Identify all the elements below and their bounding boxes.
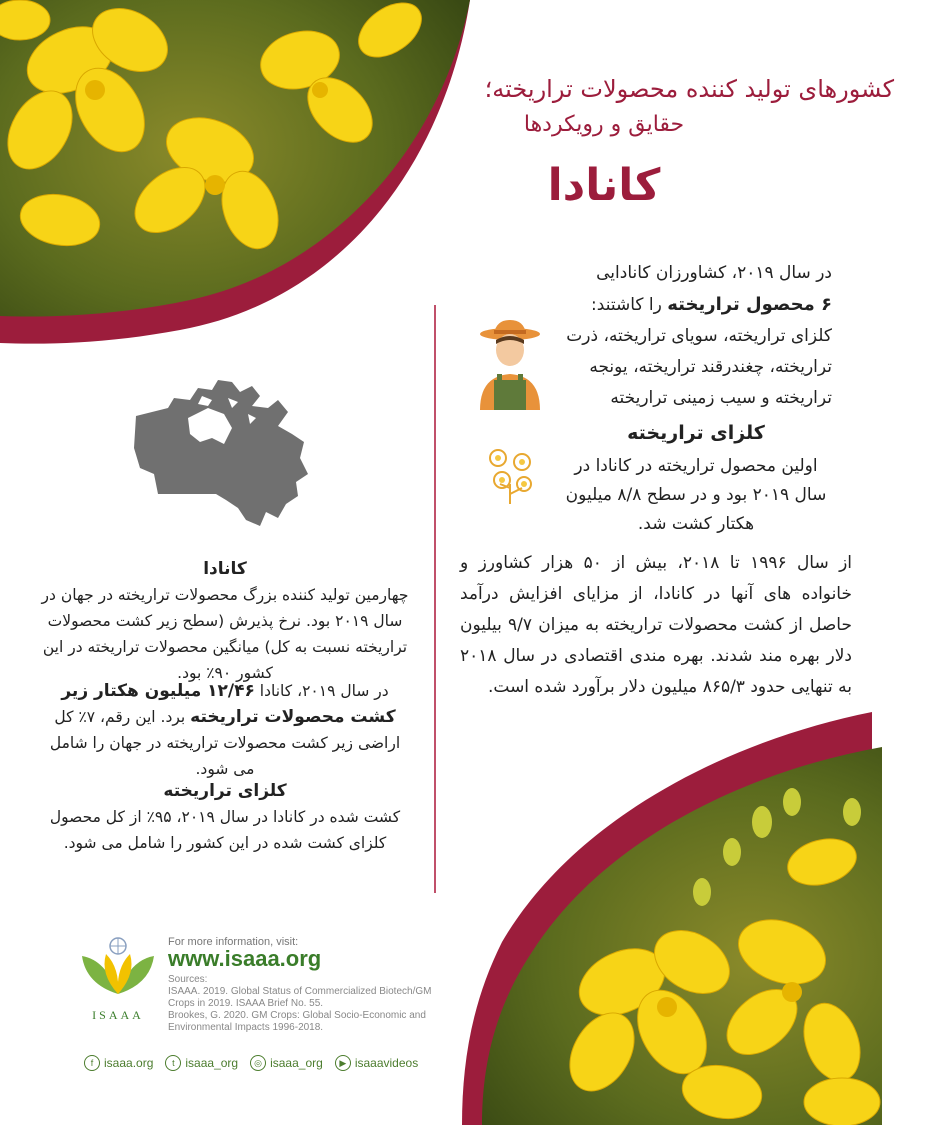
six-crops-bold: ۶ محصول تراریخته	[667, 294, 832, 315]
left-canola-text: کشت شده در کانادا در سال ۲۰۱۹، ۹۵٪ از کل محصول کلزای کشت شده در این کشور را شامل می شود.	[49, 808, 401, 852]
farmer-text	[540, 258, 832, 414]
facebook-label: isaaa.org	[104, 1056, 154, 1070]
instagram-link[interactable]	[250, 1055, 323, 1071]
youtube-link[interactable]	[335, 1055, 418, 1071]
left-area-pre: در سال ۲۰۱۹، کانادا	[254, 682, 389, 700]
history-paragraph: از سال ۱۹۹۶ تا ۲۰۱۸، بیش از ۵۰ هزار کشاورز و خانواده های آنها در کانادا، از مزایای افزایش درآمد حاصل از کشت محصولات تراریخته به میزان ۹/۷ بیلیون دلار بهره مند شدند. بهره مندی اقتصادی در سال ۲۰۱۸ به تنهایی حدود ۸۶۵/۳ میلیون دلار برآورد شده است.	[460, 553, 853, 697]
farmer-line2-rest: را کاشتند:	[591, 295, 668, 315]
left-canada-title: کانادا	[203, 559, 247, 579]
youtube-label: isaaavideos	[354, 1056, 419, 1070]
source-1: ISAAA. 2019. Global Status of Commercialized Biotech/GM Crops in 2019. ISAAA Brief No. 55.	[168, 986, 432, 1009]
farmer-line2	[540, 289, 832, 321]
left-canola-block	[40, 778, 410, 856]
instagram-icon: ◎	[250, 1055, 266, 1071]
source-2: Brookes, G. 2020. GM Crops: Global Socio-Economic and Environmental Impacts 1996-2018.	[168, 1010, 426, 1033]
country-title: کانادا	[547, 160, 661, 211]
left-area-post: برد. این رقم، ۷٪ کل اراضی زیر کشت محصولات تراریخته در جهان را شامل می شود.	[49, 708, 401, 778]
column-divider	[434, 305, 436, 893]
canola-right-title: کلزای تراریخته	[627, 422, 765, 444]
sources-block	[168, 974, 438, 1034]
logo-text: ISAAA	[92, 1008, 144, 1022]
top-flower-photo	[0, 0, 470, 370]
farmer-line4: تراریخته، چغندرقند تراریخته، یونجه	[589, 357, 832, 377]
canola-right-text: اولین محصول تراریخته در کانادا در سال ۲۰۱۹ بود و در سطح ۸/۸ میلیون هکتار کشت شد.	[565, 456, 827, 534]
farmer-line5: تراریخته و سیب زمینی تراریخته	[610, 388, 832, 408]
twitter-link[interactable]	[165, 1055, 238, 1071]
canola-flower-icon	[480, 444, 540, 506]
facebook-icon: f	[84, 1055, 100, 1071]
bottom-flower-photo	[462, 712, 944, 1125]
farmer-icon	[474, 318, 546, 410]
isaaa-url-link[interactable]: www.isaaa.org	[168, 946, 322, 971]
twitter-icon: t	[165, 1055, 181, 1071]
left-canola-title: کلزای تراریخته	[163, 781, 287, 801]
isaaa-logo	[76, 934, 160, 1022]
main-title: کشورهای تولید کننده محصولات تراریخته؛	[484, 75, 894, 103]
left-area-block	[40, 678, 410, 782]
left-canada-block	[40, 556, 410, 686]
social-links	[84, 1055, 418, 1071]
facebook-link[interactable]	[84, 1055, 153, 1071]
canada-map	[128, 378, 312, 536]
more-info-label: For more information, visit:	[168, 936, 299, 948]
youtube-icon: ▶	[335, 1055, 351, 1071]
left-canada-text: چهارمین تولید کننده بزرگ محصولات تراریخته در جهان در سال ۲۰۱۹ بود. نرخ پذیرش (سطح زیر کشت محصولات تراریخته نسبت به کل) میانگین محصولات تراریخته در این کشور ۹۰٪ بود.	[41, 586, 409, 682]
sources-label: Sources:	[168, 974, 208, 985]
farmer-line3: کلزای تراریخته، سویای تراریخته، ذرت	[566, 326, 832, 346]
farmer-line1: در سال ۲۰۱۹، کشاورزان کانادایی	[596, 263, 832, 283]
twitter-label: isaaa_org	[185, 1056, 239, 1070]
left-area-bold: ۱۲/۴۶ میلیون هکتار زیر کشت محصولات تراریخته	[61, 681, 396, 727]
instagram-label: isaaa_org	[270, 1056, 323, 1070]
subtitle: حقایق و رویکردها	[523, 112, 685, 137]
